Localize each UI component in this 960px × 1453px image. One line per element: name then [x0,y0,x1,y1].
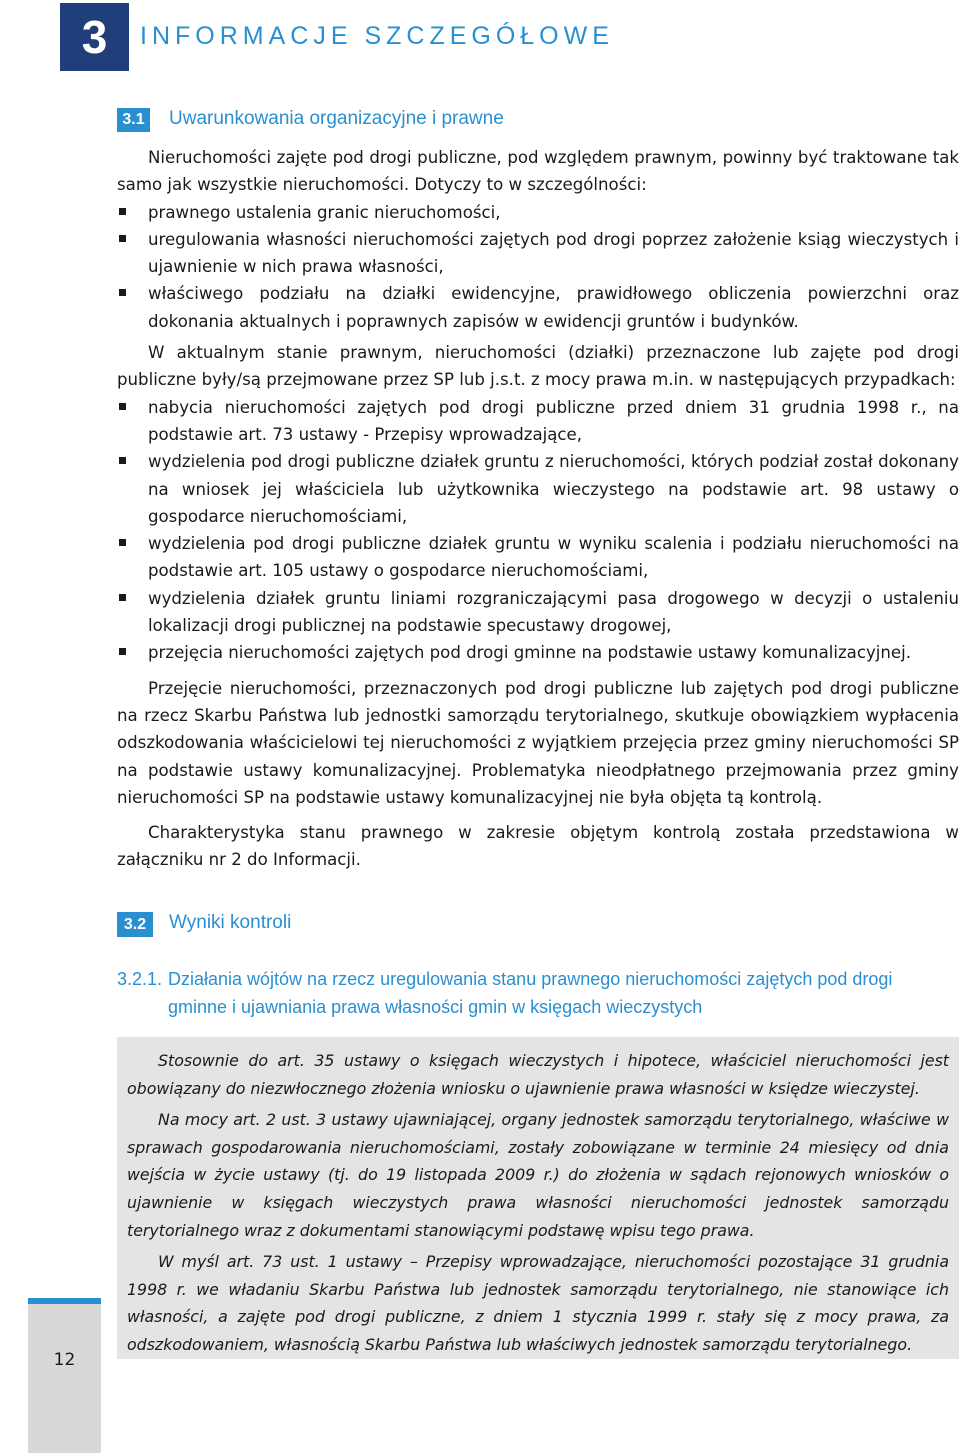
chapter-number: 3 [60,3,129,71]
subsection-heading [117,965,960,1021]
list-item: prawnego ustalenia granic nieruchomości, [117,199,959,226]
section-number: 3.2 [117,912,153,937]
list-item: właściwego podziału na działki ewidencyjne, prawidłowego obliczenia powierzchni oraz dokonania aktualnych i poprawnych zapisów w ewidencji gruntów i budynków. [117,280,959,335]
section-number: 3.1 [117,108,150,132]
intro-paragraph: Nieruchomości zajęte pod drogi publiczne, pod względem prawnym, powinny być traktowane tak samo jak wszystkie nieruchomości. Dotyczy to w szczególności: [117,148,959,195]
list-item: wydzielenia pod drogi publiczne działek gruntu z nieruchomości, których podział został dokonany na wniosek jej właściciela lub użytkownika wieczystego na podstawie art. 98 ustawy o gospodarce nieruchomościami, [117,448,959,530]
section-body [117,144,959,874]
legal-note: W myśl art. 73 ust. 1 ustawy – Przepisy wprowadzające, nieruchomości pozostające 31 grudnia 1998 r. we władaniu Skarbu Państwa lub jednostek samorządu terytorialnego, nie stanowiące ich własności, a zajęte pod drogi publiczne, z dniem 1 stycznia 1999 r. stały się z mocy prawa, za odszkodowaniem, własnością Skarbu Państwa lub właściwych jednostek samorządu terytorialnego. [127,1252,949,1354]
subsection-number: 3.2.1. [117,969,163,989]
list-item: przejęcia nieruchomości zajętych pod drogi gminne na podstawie ustawy komunalizacyjnej. [117,639,959,666]
list-item: uregulowania własności nieruchomości zajętych pod drogi poprzez założenie ksiąg wieczystych i ujawnienie w nich prawa własności, [117,226,959,281]
list-item: wydzielenia działek gruntu liniami rozgraniczającymi pasa drogowego w decyzji o ustaleniu lokalizacji drogi publicznej na podstawie specustawy drogowej, [117,585,959,640]
section-title: Wyniki kontroli [169,912,292,933]
bullet-list-2 [117,394,959,667]
chapter-title: INFORMACJE SZCZEGÓŁOWE [140,22,614,50]
subsection-title-line-2: gminne i ujawniania prawa własności gmin w księgach wieczystych [168,997,703,1017]
page-number: 12 [53,1350,76,1370]
section-title: Uwarunkowania organizacyjne i prawne [169,108,504,129]
paragraph: Przejęcie nieruchomości, przeznaczonych pod drogi publiczne lub zajętych pod drogi publiczne na rzecz Skarbu Państwa lub jednostki samorządu terytorialnego, skutkuje obowiązkiem wypłacenia odszkodowania właścicielowi tej nieruchomości z wyjątkiem przejęcia przez gminy nieruchomości SP na podstawie ustawy komunalizacyjnej. Problematyka nieodpłatnego przejmowania przez gminy nieruchomości SP na podstawie ustawy komunalizacyjnej nie była objęta tą kontrolą. [117,678,959,807]
legal-note: Stosownie do art. 35 ustawy o księgach wieczystych i hipotece, właściciel nieruchomości jest obowiązany do niezwłocznego złożenia wniosku o ujawnienie prawa własności w księdze wieczystej. [127,1051,949,1098]
paragraph: Charakterystyka stanu prawnego w zakresie objętym kontrolą została przedstawiona w załączniku nr 2 do Informacji. [117,823,959,870]
page-tab-accent [28,1298,101,1304]
legal-note: Na mocy art. 2 ust. 3 ustawy ujawniającej, organy jednostek samorządu terytorialnego, właściwe w sprawach gospodarowania nieruchomościami, zostały zobowiązane w terminie 24 miesięcy od dnia wejścia w życie ustawy (tj. do 19 listopada 2009 r.) do złożenia w sądach rejonowych wniosków o ujawnienie w księgach wieczystych prawa własności nieruchomości jednostek samorządu terytorialnego wraz z dokumentami stanowiącymi podstawę wpisu tego prawa. [127,1110,949,1240]
legal-note-box [117,1037,959,1359]
bullet-list-1 [117,199,959,335]
paragraph: W aktualnym stanie prawnym, nieruchomości (działki) przeznaczone lub zajęte pod drogi publiczne były/są przejmowane przez SP lub j.s.t. z mocy prawa m.in. w następujących przypadkach: [117,343,959,390]
list-item: wydzielenia pod drogi publiczne działek gruntu w wyniku scalenia i podziału nieruchomości na podstawie art. 105 ustawy o gospodarce nieruchomościami, [117,530,959,585]
subsection-title-line-1: Działania wójtów na rzecz uregulowania stanu prawnego nieruchomości zajętych pod drogi [168,969,893,989]
list-item: nabycia nieruchomości zajętych pod drogi publiczne przed dniem 31 grudnia 1998 r., na podstawie art. 73 ustawy - Przepisy wprowadzające, [117,394,959,449]
page-number-tab [28,1298,101,1453]
